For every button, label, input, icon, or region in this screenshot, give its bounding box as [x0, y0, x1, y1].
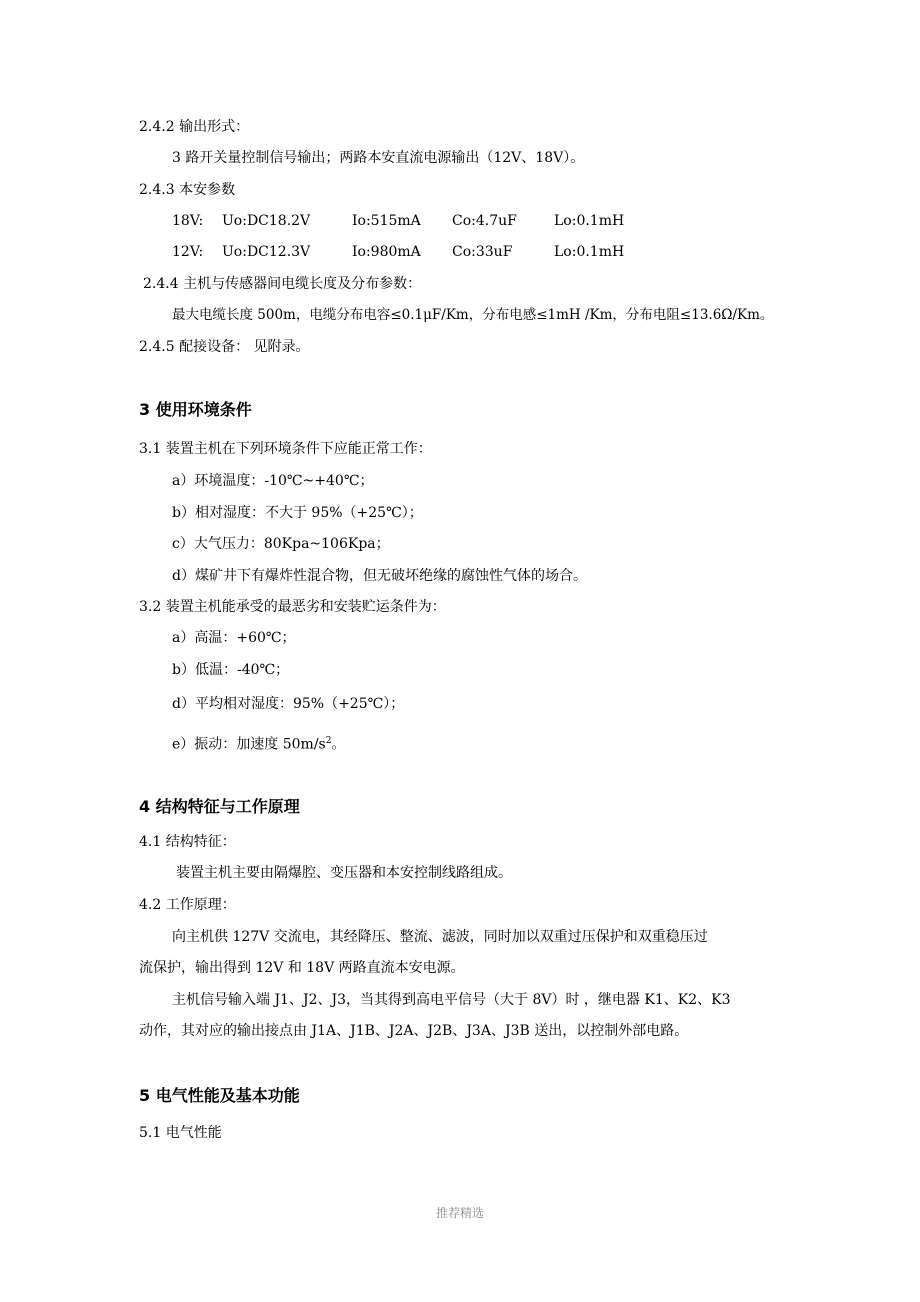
section-3-2-title: 3.2 装置主机能承受的最恶劣和安装贮运条件为：: [139, 599, 446, 615]
section-4-2-title: 4.2 工作原理：: [139, 897, 236, 913]
param-io: Io:515mA: [352, 213, 421, 229]
param-row-18v: [172, 211, 644, 231]
param-co: Co:33uF: [452, 244, 513, 260]
section-4-1-body: 装置主机主要由隔爆腔、变压器和本安控制线路组成。: [176, 865, 512, 881]
section-2-4-4-title: 2.4.4 主机与传感器间电缆长度及分布参数：: [143, 276, 422, 292]
param-row-12v: [172, 242, 644, 262]
section-5-1-title: 5.1 电气性能: [139, 1125, 222, 1141]
section-3-1-item-c: c）大气压力：80Kpa~106Kpa；: [172, 536, 390, 552]
param-lo: Lo:0.1mH: [554, 244, 625, 260]
page-footer: 推荐精选: [435, 1206, 484, 1220]
section-2-4-4-body: 最大电缆长度 500m，电缆分布电容≤0.1μF/Km，分布电感≤1mH /Km，分布电阻≤13.6Ω/Km。: [172, 307, 774, 323]
section-3-1-item-a: a）环境温度：-10℃~+40℃；: [172, 473, 374, 489]
section-3-1-title: 3.1 装置主机在下列环境条件下应能正常工作：: [139, 441, 432, 457]
param-co: Co:4.7uF: [452, 213, 517, 229]
section-4-2-para2-line1: 主机信号输入端 J1、J2、J3，当其得到高电平信号（大于 8V）时 ，继电器 K1、K2、K3: [172, 992, 731, 1008]
vibration-text: e）振动：加速度 50m/s: [172, 736, 326, 753]
section-2-4-2-title: 2.4.2 输出形式：: [139, 119, 250, 135]
superscript-2: 2: [325, 736, 332, 746]
section-3-2-item-d: d）平均相对湿度：95%（+25℃）；: [172, 696, 405, 712]
param-lo: Lo:0.1mH: [554, 213, 625, 229]
section-3-2-item-b: b）低温：-40℃；: [172, 662, 290, 678]
param-uo: Uo:DC18.2V: [222, 213, 311, 229]
section-4-2-para1-line1: 向主机供 127V 交流电，其经降压、整流、滤波，同时加以双重过压保护和双重稳压过: [172, 929, 708, 945]
section-3-2-item-a: a）高温：+60℃；: [172, 630, 296, 646]
section-2-4-3-title: 2.4.3 本安参数: [139, 182, 236, 198]
param-voltage: 18V:: [172, 213, 204, 229]
param-uo: Uo:DC12.3V: [222, 244, 311, 260]
section-3-1-item-b: b）相对湿度：不大于 95%（+25℃）；: [172, 505, 423, 521]
vibration-end: 。: [331, 736, 346, 753]
param-io: Io:980mA: [352, 244, 421, 260]
param-voltage: 12V:: [172, 244, 204, 260]
section-4-1-title: 4.1 结构特征：: [139, 834, 236, 850]
heading-section-5: 5 电气性能及基本功能: [139, 1086, 300, 1105]
section-2-4-2-body: 3 路开关量控制信号输出；两路本安直流电源输出（12V、18V）。: [172, 150, 585, 166]
section-4-2-para2-line2: 动作，其对应的输出接点由 J1A、J1B、J2A、J2B、J3A、J3B 送出，以控制外部电路。: [139, 1023, 689, 1039]
heading-section-4: 4 结构特征与工作原理: [139, 797, 300, 816]
section-3-2-item-e: [172, 731, 345, 755]
section-3-1-item-d: d）煤矿井下有爆炸性混合物，但无破坏绝缘的腐蚀性气体的场合。: [172, 568, 587, 584]
section-4-2-para1-line2: 流保护，输出得到 12V 和 18V 两路直流本安电源。: [139, 960, 465, 976]
section-2-4-5-line: 2.4.5 配接设备： 见附录。: [139, 339, 310, 355]
heading-section-3: 3 使用环境条件: [139, 400, 252, 419]
